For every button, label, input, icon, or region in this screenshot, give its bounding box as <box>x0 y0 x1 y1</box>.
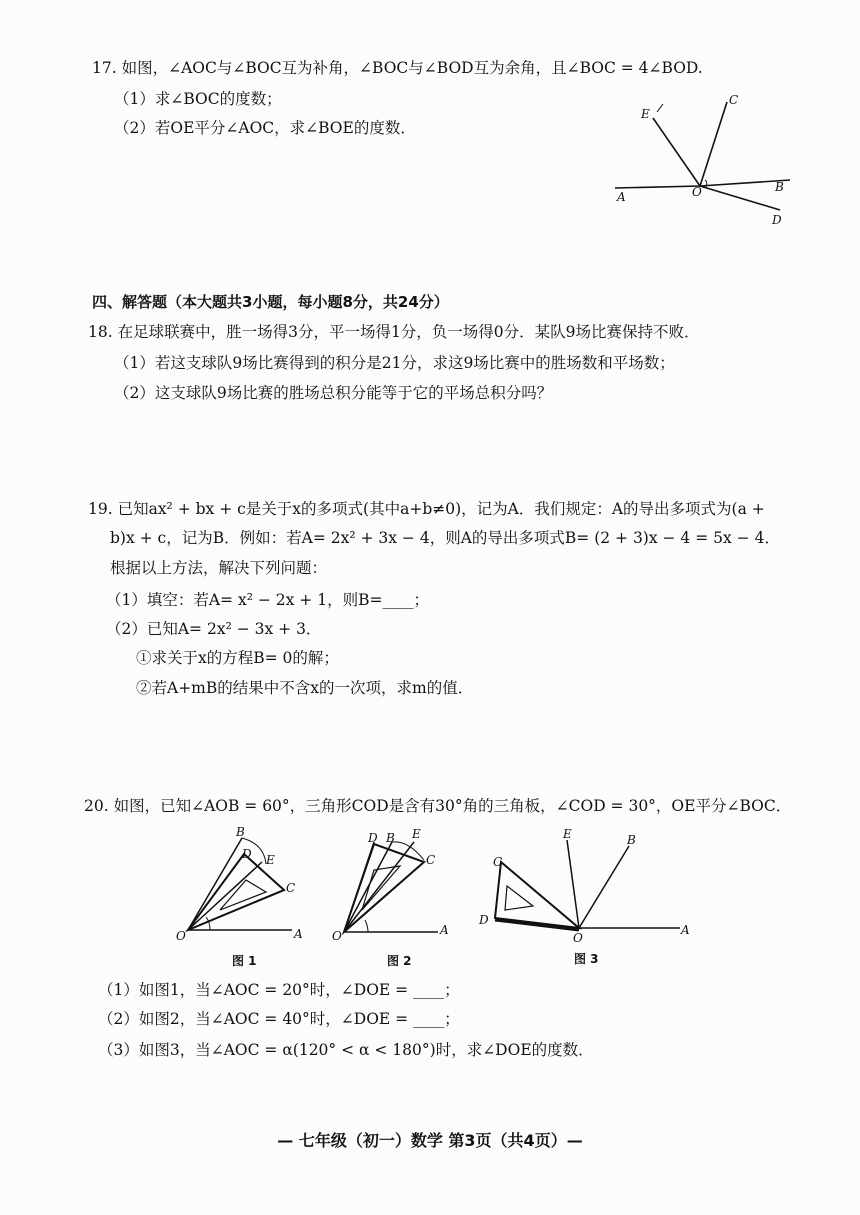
q17-label-a: A <box>617 190 626 204</box>
q20-part3: （3）如图3，当∠AOC = α(120° < α < 180°)时，求∠DOE的度数． <box>98 1041 594 1059</box>
fig2-label-a: A <box>440 923 449 937</box>
q18-stem: 18. 在足球联赛中，胜一场得3分，平一场得1分，负一场得0分．某队9场比赛保持不败． <box>88 323 700 341</box>
q20-part1: （1）如图1，当∠AOC = 20°时，∠DOE = ____； <box>98 981 460 999</box>
q17-part1: （1）求∠BOC的度数； <box>114 90 282 108</box>
q20-stem: 20. 如图，已知∠AOB = 60°，三角形COD是含有30°角的三角板，∠COD = 30°，OE平分∠BOC． <box>84 797 792 815</box>
q20-figure-1 <box>170 822 320 947</box>
q17-part2: （2）若OE平分∠AOC，求∠BOE的度数． <box>114 119 416 137</box>
q17-label-c: C <box>729 93 739 107</box>
q19-line3: 根据以上方法，解决下列问题： <box>110 559 328 577</box>
fig3-label-d: D <box>479 913 489 927</box>
fig2-caption: 图 2 <box>387 954 412 968</box>
q19-part1: （1）填空：若A= x² − 2x + 1，则B=____； <box>106 591 429 609</box>
fig3-label-b: B <box>627 833 636 847</box>
ray-oa <box>615 186 700 188</box>
fig3-label-c: C <box>493 855 503 869</box>
q20-figure-2 <box>328 822 458 947</box>
fig1-label-c: C <box>286 881 296 895</box>
q20-part2: （2）如图2，当∠AOC = 40°时，∠DOE = ____； <box>98 1010 460 1028</box>
q18-part2: （2）这支球队9场比赛的胜场总积分能等于它的平场总积分吗？ <box>114 384 553 402</box>
q17-label-o: O <box>692 185 702 199</box>
fig3-ray-ob <box>579 846 629 928</box>
fig3-label-o: O <box>573 931 583 945</box>
fig3-ray-oe <box>567 840 579 928</box>
q17-stem: 17. 如图，∠AOC与∠BOC互为补角，∠BOC与∠BOD互为余角，且∠BOC = 4∠BOD. <box>92 59 703 77</box>
fig1-label-b: B <box>236 825 245 839</box>
q20-figure-3 <box>475 822 700 947</box>
q17-label-d: D <box>772 213 782 227</box>
fig1-label-o: O <box>176 929 186 943</box>
section-heading: 四、解答题（本大题共3小题，每小题8分，共24分） <box>92 293 449 311</box>
fig3-label-e: E <box>563 827 572 841</box>
fig2-label-b: B <box>386 831 395 845</box>
q19-line2: b)x + c，记为B．例如：若A= 2x² + 3x − 4，则A的导出多项式B= (2 + 3)x − 4 = 5x − 4． <box>110 529 780 547</box>
ray-oc <box>700 102 727 186</box>
fig1-ray-ob <box>188 838 242 930</box>
ray-od <box>700 186 780 210</box>
q19-part2a: ①求关于x的方程B= 0的解； <box>136 649 339 667</box>
fig3-label-a: A <box>681 923 690 937</box>
q17-figure <box>605 88 805 233</box>
fig2-label-o: O <box>332 929 342 943</box>
fig2-label-e: E <box>412 827 421 841</box>
fig1-label-d: D <box>242 847 252 861</box>
q17-label-b: B <box>775 180 784 194</box>
q19-part2b: ②若A+mB的结果中不含x的一次项，求m的值． <box>136 679 474 697</box>
q19-part2: （2）已知A= 2x² − 3x + 3． <box>106 620 322 638</box>
fig1-label-e: E <box>266 853 275 867</box>
page-footer: — 七年级（初一）数学 第3页（共4页）— <box>277 1131 583 1150</box>
q17-label-e: E <box>641 107 650 121</box>
fig2-label-d: D <box>368 831 378 845</box>
fig1-caption: 图 1 <box>232 954 257 968</box>
fig1-label-a: A <box>294 927 303 941</box>
fig3-caption: 图 3 <box>574 952 599 966</box>
q19-line1: 19. 已知ax² + bx + c是关于x的多项式(其中a+b≠0)，记为A．我们规定：A的导出多项式为(a + <box>88 500 765 518</box>
q18-part1: （1）若这支球队9场比赛得到的积分是21分，求这9场比赛中的胜场数和平场数； <box>114 354 675 372</box>
ray-oe <box>653 118 700 186</box>
fig2-label-c: C <box>426 853 436 867</box>
